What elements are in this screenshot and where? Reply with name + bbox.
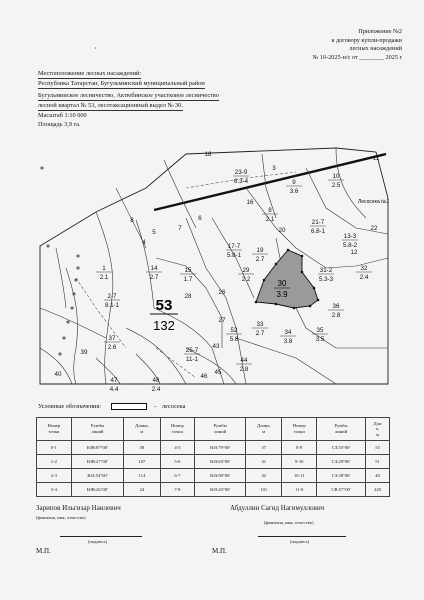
table-cell: 2-3 (37, 469, 72, 483)
table-cell: 53 (366, 441, 390, 455)
stand-label-top: 17-7 (227, 243, 241, 250)
location-title: Местоположение лесных насаждений: (38, 70, 142, 77)
stand-label-bottom: 2.4 (151, 386, 161, 393)
stand-label-top: 15 (184, 267, 192, 274)
stand-label-top: 32 (360, 265, 368, 272)
legend (38, 403, 185, 411)
forest-plan-map (36, 148, 390, 393)
stand-label-top: 33 (256, 321, 264, 328)
stand-label-top: 46 (200, 373, 208, 380)
stand-label-top: 9 (292, 179, 296, 186)
stand-label-bottom: 2.5 (331, 182, 341, 189)
stand-label-top: 2-7 (107, 293, 117, 300)
table-cell: 7-8 (160, 483, 195, 497)
table-cell: 40 (366, 469, 390, 483)
table-cell: 11-0 (282, 483, 317, 497)
table-cell: 6-7 (160, 469, 195, 483)
table-cell: СЗ:55°00' (317, 441, 366, 455)
stand-label-bottom: 5.8-1 (226, 252, 242, 259)
stand-label-top: 14 (150, 265, 158, 272)
legend-swatch (111, 403, 147, 410)
stand-label-bottom: 2.2 (241, 276, 251, 283)
stand-label-top: 23-9 (234, 169, 248, 176)
table-cell: 9-10 (282, 455, 317, 469)
table-cell: 24 (124, 483, 160, 497)
stand-label-bottom: 5.8-2 (342, 242, 358, 249)
stand-label-top: 13-3 (343, 233, 357, 240)
table-cell: 1-2 (37, 455, 72, 469)
stand-label-bottom: 5.3-3 (318, 276, 334, 283)
stand-label-top: 45 (214, 369, 222, 376)
header-rumb: Румбы линий (71, 418, 124, 441)
stand-label-bottom: 2.7 (149, 274, 159, 281)
header-length: Длина, м (246, 418, 282, 441)
table-cell: ЮЗ:43°00' (195, 483, 246, 497)
stand-label-top: 3 (272, 165, 276, 172)
table-row (37, 469, 390, 483)
table-row (37, 455, 390, 469)
buyer-caption: (фамилия, имя, отчество) (264, 520, 314, 525)
stand-label-top: 36 (332, 303, 340, 310)
seller-stamp: М.П. (36, 547, 51, 555)
header-point: Номер точки (160, 418, 195, 441)
location-quarter: лесной квартал № 53, лесотаксационный выдел № 30. (38, 102, 183, 109)
table-cell: ЮВ:87°00' (71, 441, 124, 455)
plot-number: 30 (277, 279, 287, 288)
cutting-area-polygon (256, 250, 318, 308)
table-cell: ЮЗ:79°00' (195, 441, 246, 455)
seller-sign-line (60, 536, 142, 537)
buyer-stamp: М.П. (212, 547, 227, 555)
stand-label-bottom: 2.8 (331, 312, 341, 319)
table-cell: СВ:57°00' (317, 483, 366, 497)
stand-label-top: 18 (204, 151, 212, 158)
table-cell: 101 (246, 483, 282, 497)
stand-label-bottom: 8.1-1 (104, 302, 120, 309)
stand-label-top: 7 (178, 225, 182, 232)
stand-label-top: 34 (284, 329, 292, 336)
table-cell: 220 (366, 483, 390, 497)
stand-label-bottom: 2.4 (359, 274, 369, 281)
stand-label-top: 44 (240, 357, 248, 364)
table-cell: СЗ:29°00' (317, 455, 366, 469)
stand-label-top: 26 (218, 289, 226, 296)
table-cell: 37 (246, 441, 282, 455)
stand-label-top: 16 (246, 199, 254, 206)
stand-label-bottom: 3.6 (289, 188, 299, 195)
table-cell: 5-6 (160, 455, 195, 469)
stand-label-bottom: 5.8 (229, 336, 239, 343)
header-rumb: Румбы линий (317, 418, 366, 441)
header-rumb: Румбы линий (195, 418, 246, 441)
stand-label-top: 11 (372, 155, 380, 162)
stand-label-bottom: 11-1 (186, 356, 198, 363)
location-block (38, 70, 219, 129)
stand-label-top: 1 (102, 265, 106, 272)
table-cell: 114 (124, 469, 160, 483)
stand-label-top: 10 (332, 173, 340, 180)
stand-label-bottom: 2.7 (255, 256, 265, 263)
legend-label: Условные обозначения: (38, 403, 101, 410)
road-line (154, 154, 386, 210)
stand-label-top: 37 (108, 335, 116, 342)
location-region: Республика Татарстан, Бугульминский муниципальный район (38, 80, 205, 87)
stand-label-top: 31-2 (319, 267, 333, 274)
table-cell: 4-5 (160, 441, 195, 455)
stand-label-top: 22 (370, 225, 378, 232)
stand-label-bottom: 6.8-1 (310, 228, 326, 235)
stand-label-bottom: 2.7 (255, 330, 265, 337)
stand-label-top: 6 (198, 215, 202, 222)
table-cell: ЮВ:27°00' (71, 455, 124, 469)
boundary-crosses (40, 166, 80, 356)
header-line3: № 10-2025-н/с от ________ 2025 г (312, 53, 402, 61)
bearings-table (36, 417, 390, 497)
table-cell: 10-11 (282, 469, 317, 483)
stand-label-top: 39 (80, 349, 88, 356)
quarter-area: 132 (153, 318, 175, 333)
quarter-number: 53 (155, 297, 173, 314)
stand-label-top: 12 (350, 249, 358, 256)
appendix-header (313, 28, 402, 62)
seller-caption: (фамилия, имя, отчество) (36, 515, 86, 520)
seller-sign-caption: (подпись) (88, 539, 108, 544)
table-row (37, 483, 390, 497)
stand-label-top: 28 (184, 293, 192, 300)
header-line1: к договору купли-продажи (331, 36, 402, 44)
stand-label-top: 52 (230, 327, 238, 334)
stand-label-top: 43 (212, 343, 220, 350)
header-point: Номер точки (37, 418, 72, 441)
table-cell: СЗ:38°00' (317, 469, 366, 483)
stand-label-top: 47 (110, 377, 118, 384)
table-cell: 58 (124, 441, 160, 455)
stand-label-top: 29 (242, 267, 250, 274)
stand-label-top: 25-7 (185, 347, 199, 354)
header-length: Дли а, м (366, 418, 390, 441)
stand-label-bottom: 6.3-4 (233, 178, 249, 185)
header-line2: лесных насаждений (349, 45, 402, 53)
location-area: Площадь 3,9 га. (38, 121, 81, 128)
seller-name: Зарипов Ильгизар Наилевич (36, 504, 121, 512)
map-svg (36, 148, 390, 393)
location-scale: Масштаб 1:10 000 (38, 112, 87, 119)
stand-label-top: 8 (130, 217, 134, 224)
buyer-sign-caption: (подпись) (290, 539, 310, 544)
stand-label-top: 48 (152, 377, 160, 384)
stand-label-top: 40 (54, 371, 62, 378)
stand-label-top: 4 (142, 239, 146, 246)
stand-label-top: 21-7 (311, 219, 325, 226)
table-cell: 8-9 (282, 441, 317, 455)
stray-mark: · (94, 44, 97, 53)
legend-dash: - (154, 403, 157, 410)
stand-label-top: 19 (256, 247, 264, 254)
table-cell: 107 (124, 455, 160, 469)
table-cell: 51 (366, 455, 390, 469)
forest-road-label: Лесосека №1 (358, 199, 390, 205)
stand-label-top: 20 (278, 227, 286, 234)
table-cell: ЮЗ:54°00' (71, 469, 124, 483)
header-length: Длина, м (124, 418, 160, 441)
stand-label-bottom: 2.1 (265, 216, 275, 223)
table-cell: 42 (246, 469, 282, 483)
appendix-title: Приложение №2 (358, 28, 402, 35)
table-cell: ЮВ:26°00' (71, 483, 124, 497)
table-cell: 0-1 (37, 441, 72, 455)
stand-label-bottom: 2.8 (239, 366, 249, 373)
buyer-sign-line (258, 536, 346, 537)
stand-label-top: 35 (316, 327, 324, 334)
plot-area: 3.9 (276, 290, 288, 299)
table-row (37, 441, 390, 455)
table-cell: 3-4 (37, 483, 72, 497)
table-cell: ЮЗ:63°00' (195, 455, 246, 469)
stand-label-bottom: 2.6 (107, 344, 117, 351)
table-cell: ЮЗ:90°00' (195, 469, 246, 483)
stand-label-bottom: 4.4 (109, 386, 119, 393)
stand-label-bottom: 1.7 (183, 276, 193, 283)
table-cell: 41 (246, 455, 282, 469)
header-point: Номер точки (282, 418, 317, 441)
legend-text: лесосека (161, 403, 186, 410)
stand-label-top: 8 (268, 207, 272, 214)
location-forestry: Бугульминское лесничество, Актюбинское участковое лесничество (38, 92, 219, 99)
stand-label-top: 5 (152, 229, 156, 236)
stand-label-bottom: 3.8 (283, 338, 293, 345)
stand-label-bottom: 3.5 (315, 336, 325, 343)
stand-label-top: 27 (218, 317, 226, 324)
buyer-name: Абдуллин Сагид Нагимуллович (230, 504, 325, 512)
stand-label-bottom: 2.1 (99, 274, 109, 281)
table-header-row (37, 418, 390, 441)
